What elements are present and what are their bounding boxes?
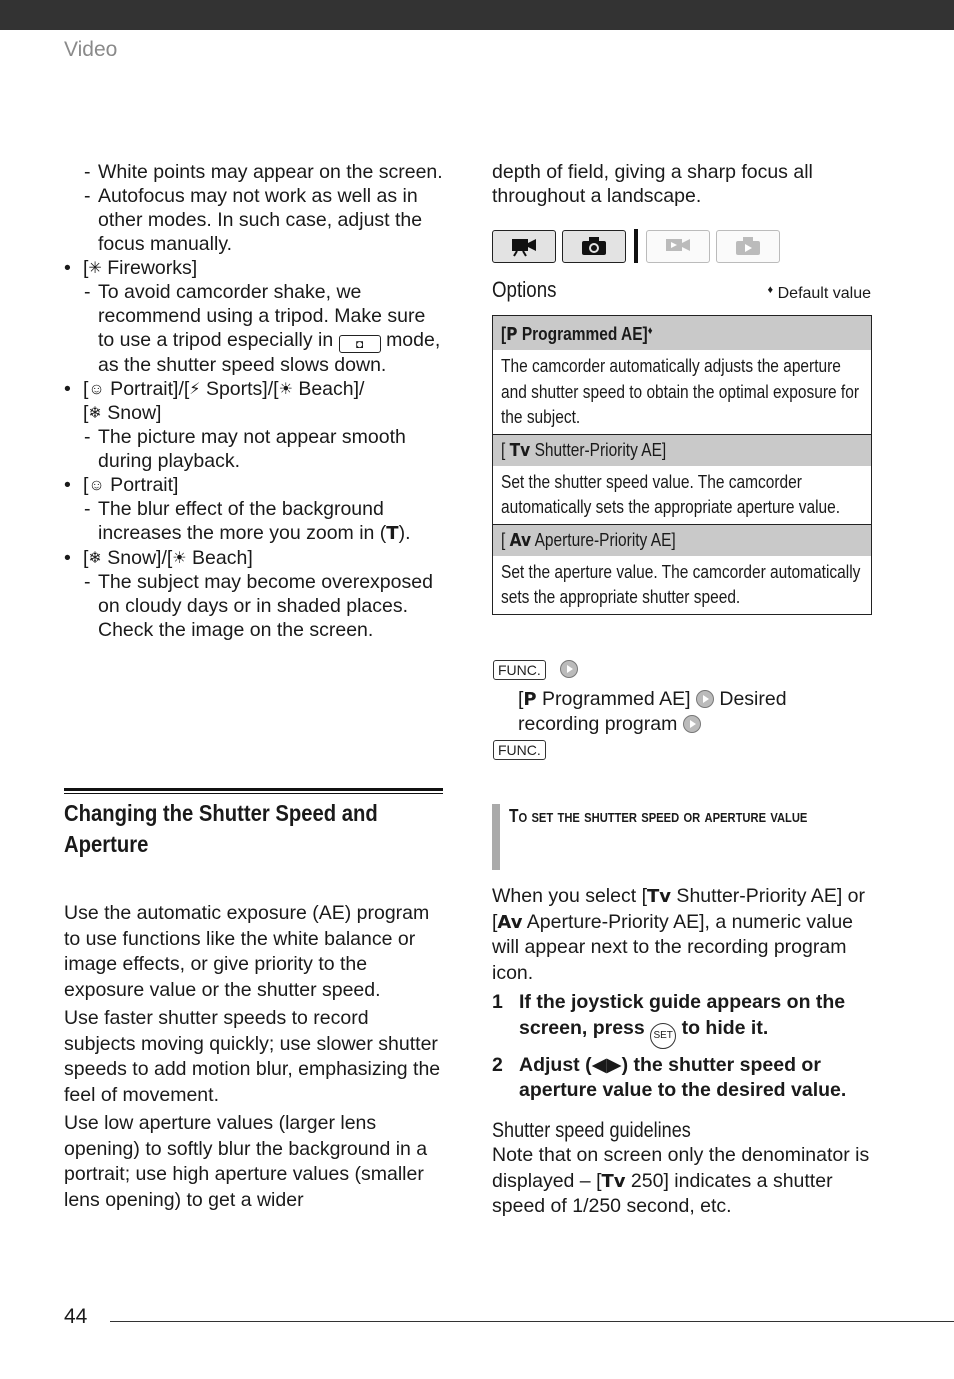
section-heading: Changing the Shutter Speed and Aperture [64,800,378,857]
guidelines-title: Shutter speed guidelines [492,1118,691,1142]
list-item: - White points may appear on the screen. [64,160,444,184]
tv-icon: Tv [509,439,531,461]
program-icon: P [506,324,518,345]
options-title: Options [492,277,557,302]
subheading: To set the shutter speed or aperture value [509,806,808,826]
step-1: 1 If the joystick guide appears on the screen, press SET to hide it. [492,990,872,1049]
list-item: • [☺ Portrait] [64,473,444,497]
set-button-icon: SET [650,1023,676,1049]
section-label: Video [64,38,118,61]
arrow-icon [560,660,578,678]
photo-playback-icon [716,230,780,263]
snow-icon: ❄ [88,405,102,422]
arrow-icon [696,690,714,708]
paragraph: Note that on screen only the denominator is displayed – [Tv 250] indicates a shutter speed of 1/250 second, etc. [492,1144,870,1217]
func-button-icon: FUNC. [493,660,546,680]
section-body [64,901,444,1216]
option-desc-programmed: The camcorder automatically adjusts the aperture and shutter speed to obtain the optimal exposure for the subject. [501,356,860,427]
default-value-note: ♦ Default value [767,284,871,302]
av-icon: Av [497,911,523,933]
beach-icon: ☀ [278,381,293,398]
paragraph: Use the automatic exposure (AE) program to use functions like the white balance or image effects, or give priority to the exposure value or the shutter speed. [64,902,430,1001]
av-icon: Av [509,529,532,551]
program-icon: P [523,689,537,710]
camera-mode-icon: ◘ [339,335,381,353]
default-mark: ♦ [767,284,774,296]
portrait-icon: ☺ [88,381,105,398]
instructions [492,884,872,1220]
option-desc-aperture: Set the aperture value. The camcorder automatically sets the appropriate shutter speed. [501,561,861,607]
func-step-text: [P Programmed AE] Desired recording program [518,688,787,735]
heading-rule [64,788,443,794]
option-header-shutter: [ Tv Shutter-Priority AE] [493,434,871,466]
movie-playback-icon [646,230,710,263]
tv-icon: Tv [601,1170,626,1192]
arrow-icon [683,715,701,733]
list-item: • [❄ Snow]/[☀ Beach] [64,546,444,570]
snow-icon: ❄ [88,550,102,567]
option-header-aperture: [ Av Aperture-Priority AE] [493,524,871,556]
paragraph: When you select [Tv Shutter-Priority AE] or [Av Aperture-Priority AE], a numeric value will appear next to the recording program icon. [492,885,865,984]
tele-icon: T [386,523,399,544]
list-item: - To avoid camcorder shake, we recommend using a tripod. Make sure to use a tripod especially in ◘ mode, as the shutter speed slows down. [64,280,444,377]
fireworks-icon: ✳ [88,260,102,277]
left-notes-list [64,160,444,642]
paragraph-continued: depth of field, giving a sharp focus all throughout a landscape. [492,161,813,207]
tv-icon: Tv [647,886,672,907]
camera-icon [562,230,626,263]
options-table [492,315,872,615]
sports-icon: ⚡ [189,381,201,398]
mode-separator [634,229,638,263]
portrait-icon: ☺ [88,477,105,494]
list-item: • [☺ Portrait]/[⚡ Sports]/[☀ Beach]/ [❄ Snow] [64,377,444,425]
func-step-start [493,660,578,680]
list-item: - The blur effect of the background increases the more you zoom in (T). [64,497,444,546]
page-number: 44 [64,1305,88,1328]
option-desc-shutter: Set the shutter speed value. The camcorder automatically sets the appropriate aperture value. [501,471,841,517]
step-2: 2 Adjust (◀▶) the shutter speed or aperture value to the desired value. [492,1053,847,1101]
list-item: - Autofocus may not work as well as in other modes. In such case, adjust the focus manually. [64,184,444,256]
option-header-programmed: [P Programmed AE]♦ [493,316,871,350]
paragraph: Use faster shutter speeds to record subjects moving quickly; use slower shutter speeds to add motion blur, emphasizing the feel of movement. [64,1007,441,1106]
paragraph: Use low aperture values (larger lens opening) to softly blur the background in a portrait; use high aperture values (smaller lens opening) to get a wider [64,1112,428,1211]
footer-rule [110,1321,954,1322]
top-bar [0,0,954,30]
list-item: - The subject may become overexposed on cloudy days or in shaded places. Check the image on the screen. [64,570,444,642]
beach-icon: ☀ [172,550,187,567]
func-button-icon: FUNC. [493,740,546,760]
subheading-bar [492,804,500,870]
func-step-end [493,740,546,760]
mode-icons [492,228,786,264]
list-item: • [✳ Fireworks] [64,256,444,280]
movie-camera-icon [492,230,556,263]
list-item: - The picture may not appear smooth during playback. [64,425,444,473]
